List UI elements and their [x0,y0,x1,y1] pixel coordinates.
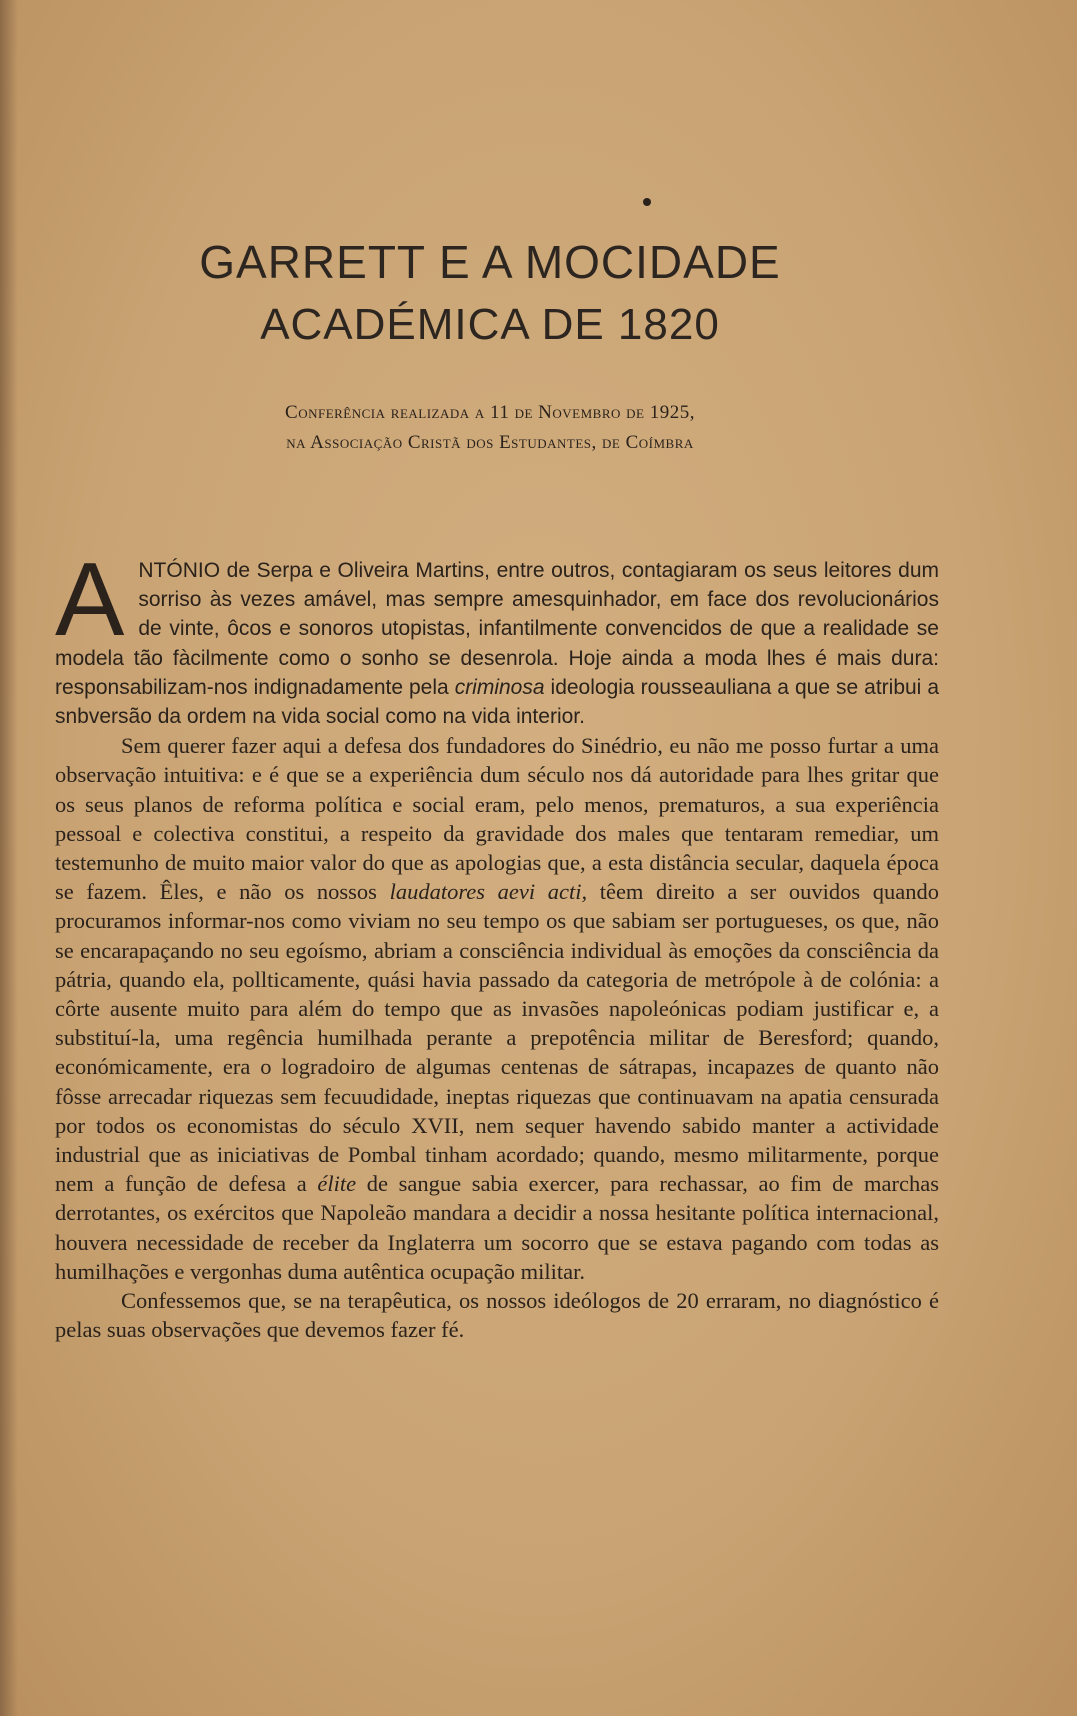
paragraph-3 [55,1286,939,1344]
subtitle-line-1: Conferência realizada a 11 de Novembro de 1925, [285,402,695,423]
paragraph-2-emphasis: laudatores aevi acti, [389,879,588,905]
title-line-1: GARRETT E A MOCIDADE [199,236,781,288]
paragraph-1-text: NTÓNIO de Serpa e Oliveira Martins, entre outros, contagiaram os seus leitores dum sorriso às vezes amável, mas sempre amesquinhador, em face dos revolucionários de vinte, ôcos e sonoros utopistas, infantilmente convencidos de que a realidade se modela tão fàcilmente como o sonho se desenrola. Hoje ainda a moda lhes é mais dura: responsabilizam-nos indignadamente pela [55,559,939,699]
paragraph-1-emphasis: criminosa [454,675,545,699]
drop-cap: A [55,542,125,658]
paragraph-2-emphasis-2: élite [317,1171,357,1197]
paragraph-2-text-mid: têem direito a ser ouvidos quando procuramos informar-nos como viviam no seu tempo os que sabiam ser portugueses, os que, não se encarapaçando no seu egoísmo, abriam a consciência individual às emoções da consciência da pátria, quando ela, pollticamente, quási havia passado da categoria de metrópole à de colónia: a côrte ausente muito para além do tempo que as invasões napoleónicas podiam justificar e, a substituí-la, uma regência humilhada perante a prepotência militar de Beresford; quando, económicamente, era o logradoiro de algumas centenas de sátrapas, incapazes de quanto não fôsse arrecadar riquezas sem fecuudidade, ineptas riquezas que continuavam na apatia censurada por todos os economistas do século XVII, nem sequer havendo sabido manter a actividade industrial que as iniciativas de Pombal tinham acordado; quando, mesmo militarmente, porque nem a função de defesa a [55,879,939,1197]
paragraph-2-text-end: de sangue sabia exercer, para rechassar, ao fim de marchas derrotantes, os exércitos que Napoleão mandara a decidir a nossa hesitante política internacional, houvera necessidade de receber da Inglaterra um socorro que se estava pagando com todas as humilhações e vergonhas duma autêntica ocupação militar. [55,1171,940,1284]
paragraph-3-text: Confessemos que, se na terapêutica, os nossos ideólogos de 20 erraram, no diagnóstico é pelas suas observações que devemos fazer fé. [55,1288,939,1343]
page-edge-shadow [0,0,18,1716]
bullet-ornament [643,198,651,206]
subtitle-line-2: na Associação Cristã dos Estudantes, de Coímbra [286,432,694,453]
body-text [55,542,940,1344]
paragraph-2-text: Sem querer fazer aqui a defesa dos fundadores do Sinédrio, eu não me posso furtar a uma observação intuitiva: e é que se a experiência dum século nos dá autoridade para lhes gritar que os seus planos de reforma política e social eram, pelo menos, prematuros, a sua experiência pessoal e colectiva constitui, a respeito da gravidade dos males que tentaram remediar, um testemunho de muito maior valor do que as apologias que, a esta distância secular, daquela época se fazem. Êles, e não os nossos [55,733,939,905]
paragraph-2 [55,731,939,1286]
paragraph-1 [55,542,939,731]
title-line-2: ACADÉMICA DE 1820 [260,300,720,349]
paragraph-1-text-end: ideologia rousseauliana a que se atribui a snbversão da ordem na vida social como na vida interior. [55,675,939,729]
